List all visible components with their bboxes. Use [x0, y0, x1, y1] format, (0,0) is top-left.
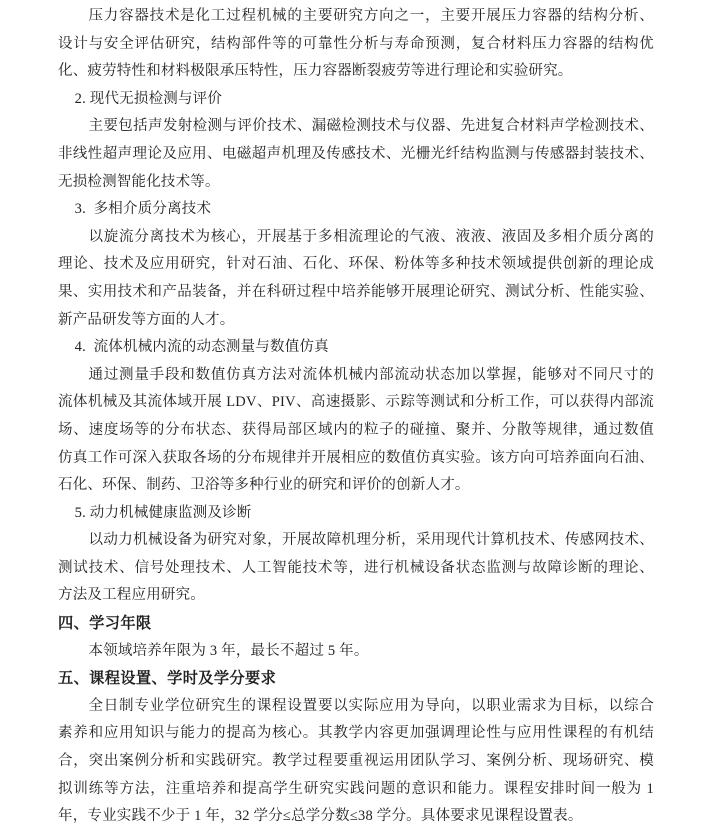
paragraph [58, 113, 654, 196]
numbered-heading [58, 334, 654, 362]
numbered-heading [58, 196, 654, 224]
text-line: 全日制专业学位研究生的课程设置要以实际应用为导向，以职业需求为目标，以综合 [88, 697, 654, 714]
paragraph [58, 693, 654, 830]
text-line: 年，专业实践不少于 1 年，32 学分≤总学分数≤38 学分。具体要求见课程设置表。 [58, 808, 583, 825]
paragraph [58, 3, 654, 86]
text-line: 素养和应用知识与能力的提高为核心。其教学内容更加强调理论性与应用性课程的有机结 [58, 725, 654, 742]
text-line: 理论、技术及应用研究，针对石油、石化、环保、粉体等多种技术领域提供创新的理论成 [58, 256, 654, 273]
text-line: 3. 多相介质分离技术 [74, 201, 212, 218]
text-line: 非线性超声理论及应用、电磁超声机理及传感技术、光栅光纤结构监测与传感器封装技术、 [58, 145, 654, 162]
text-line: 以旋流分离技术为核心，开展基于多相流理论的气液、液液、液固及多相介质分离的 [88, 228, 654, 245]
paragraph [58, 362, 654, 500]
text-line: 拟训练等方法，注重培养和提高学生研究实践问题的意识和能力。课程安排时间一般为 1 [58, 780, 654, 797]
text-line: 以动力机械设备为研究对象，开展故障机理分析，采用现代计算机技术、传感网技术、 [88, 532, 654, 549]
paragraph [58, 527, 654, 610]
text-line: 2. 现代无损检测与评价 [74, 90, 223, 107]
text-line: 五、课程设置、学时及学分要求 [58, 670, 277, 688]
text-line: 压力容器技术是化工过程机械的主要研究方向之一，主要开展压力容器的结构分析、 [88, 8, 654, 24]
text-line: 4. 流体机械内流的动态测量与数值仿真 [74, 339, 329, 356]
document-body [58, 3, 654, 830]
text-line: 方法及工程应用研究。 [58, 587, 205, 604]
text-line: 本领域培养年限为 3 年，最长不超过 5 年。 [88, 642, 369, 659]
section-heading [58, 610, 654, 638]
text-line: 场、速度场等的分布状态、获得局部区域内的粒子的碰撞、聚并、分散等规律，通过数值 [58, 421, 654, 438]
section-heading [58, 665, 654, 693]
text-line: 仿真工作可深入获取各场的分布规律并开展相应的数值仿真实验。该方向可培养面向石油、 [58, 449, 654, 466]
text-line: 化、疲劳特性和材料极限承压特性，压力容器断裂疲劳等进行理论和实验研究。 [58, 63, 573, 80]
text-line: 流体机械及其流体域开展 LDV、PIV、高速摄影、示踪等测试和分析工作，可以获得内部流 [58, 394, 654, 411]
text-line: 通过测量手段和数值仿真方法对流体机械内部流动状态加以掌握，能够对不同尺寸的 [88, 366, 654, 383]
text-line: 合，突出案例分析和实践研究。教学过程要重视运用团队学习、案例分析、现场研究、模 [58, 753, 654, 770]
text-line: 5. 动力机械健康监测及诊断 [74, 504, 252, 521]
text-line: 无损检测智能化技术等。 [58, 173, 220, 190]
text-line: 测试技术、信号处理技术、人工智能技术等，进行机械设备状态监测与故障诊断的理论、 [58, 559, 654, 576]
text-line: 主要包括声发射检测与评价技术、漏磁检测技术与仪器、先进复合材料声学检测技术、 [88, 118, 654, 135]
text-line: 新产品研发等方面的人才。 [58, 311, 235, 328]
text-line: 果、实用技术和产品装备，并在科研过程中培养能够开展理论研究、测试分析、性能实验、 [58, 283, 654, 300]
text-line: 设计与安全评估研究，结构部件等的可靠性分析与寿命预测，复合材料压力容器的结构优 [58, 35, 654, 52]
paragraph [58, 638, 654, 666]
text-line: 四、学习年限 [58, 615, 152, 633]
paragraph [58, 224, 654, 334]
text-line: 石化、环保、制药、卫浴等多种行业的研究和评价的创新人才。 [58, 477, 470, 494]
numbered-heading [58, 86, 654, 114]
numbered-heading [58, 500, 654, 528]
